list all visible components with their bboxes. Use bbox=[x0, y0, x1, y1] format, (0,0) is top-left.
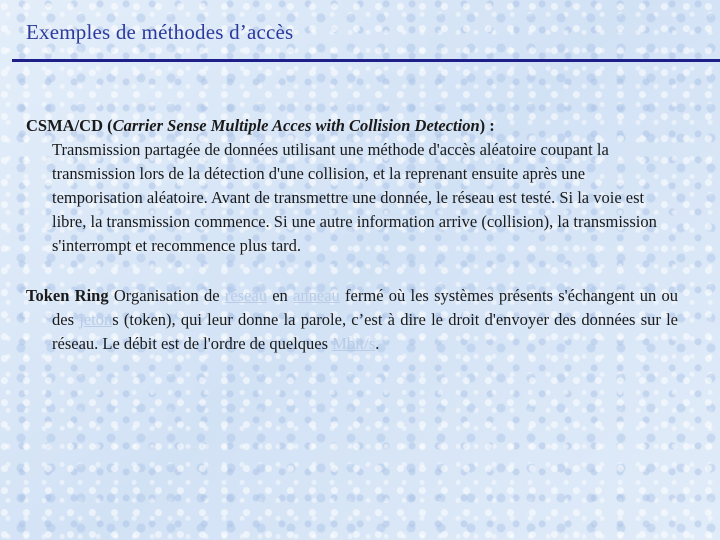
csma-cd-paragraph bbox=[26, 114, 678, 258]
link-jeton[interactable]: jeton bbox=[79, 310, 113, 329]
slide-title: Exemples de méthodes d’accès bbox=[26, 20, 294, 44]
csma-cd-paren-close: ) : bbox=[479, 116, 495, 135]
token-ring-text-2: en bbox=[266, 286, 294, 305]
token-ring-text-3: fermé où les systèmes présents s'échangent un ou des bbox=[52, 286, 678, 329]
link-mbits[interactable]: Mbit/s bbox=[332, 334, 376, 353]
token-ring-term: Token Ring bbox=[26, 286, 109, 305]
csma-cd-term: CSMA/CD bbox=[26, 116, 103, 135]
link-anneau[interactable]: anneau bbox=[293, 286, 340, 305]
csma-cd-paren-open: ( bbox=[103, 116, 113, 135]
token-ring-paragraph bbox=[26, 284, 678, 356]
csma-cd-expansion: Carrier Sense Multiple Acces with Collision Detection bbox=[112, 116, 480, 135]
csma-cd-description: Transmission partagée de données utilisant une méthode d'accès aléatoire coupant la transmission lors de la détection d'une collision, et la reprenant ensuite après une temporisation aléatoire. Avant de transmettre une donnée, le réseau est testé. Si la voie est libre, la transmission commence. Si une autre information arrive (collision), la transmission s'interrompt et recommence plus tard. bbox=[52, 140, 657, 255]
slide-content bbox=[26, 114, 678, 356]
token-ring-text-1: Organisation de bbox=[108, 286, 225, 305]
title-divider bbox=[12, 59, 720, 62]
token-ring-text-5: . bbox=[375, 334, 380, 353]
link-reseau[interactable]: réseau bbox=[224, 286, 267, 305]
token-ring-text-4: s (token), qui leur donne la parole, c’est à dire le droit d'envoyer des données sur le réseau. Le débit est de l'ordre de quelques bbox=[52, 310, 678, 353]
